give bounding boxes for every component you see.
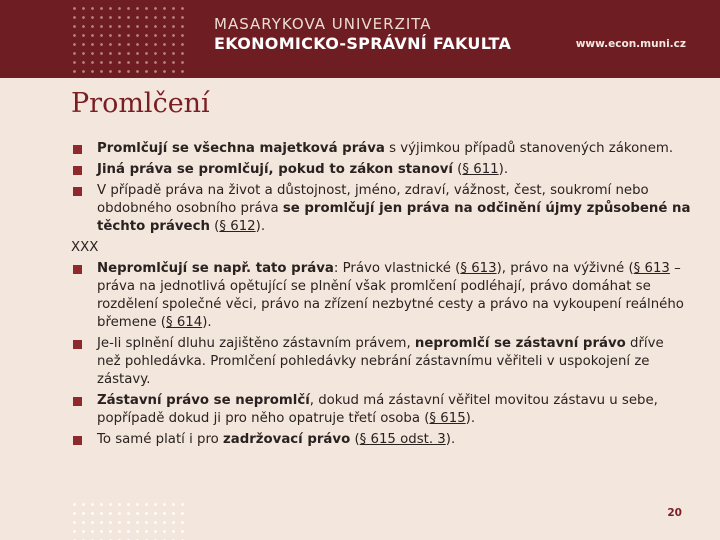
logo-dot-pattern <box>70 4 188 76</box>
text-run: Zástavní právo se nepromlčí <box>97 393 310 408</box>
law-reference-link[interactable]: § 615 odst. 3 <box>359 432 446 447</box>
text-run: se promlčují jen práva na odčinění újmy způsobené na těchto právech <box>97 201 691 234</box>
text-run: zadržovací právo <box>222 432 351 447</box>
text-run: s výjimkou případů stanovených zákonem. <box>384 141 674 156</box>
square-bullet-icon <box>73 145 82 154</box>
text-run: Promlčují se všechna majetková práva <box>97 141 385 156</box>
square-bullet-icon <box>73 187 82 196</box>
text-run: nepromlčí se zástavní právo <box>414 336 626 351</box>
law-reference-link[interactable]: § 612 <box>219 219 256 234</box>
text-run: ( <box>209 219 220 234</box>
text-run: ). <box>498 162 509 177</box>
slide-title: Promlčení <box>71 88 210 119</box>
text-run: ). <box>255 219 266 234</box>
text-run: V případě práva na život a důstojnost, jméno, zdraví, vážnost, čest, soukromí nebo obdobného osobního práva <box>97 183 649 216</box>
law-reference-link[interactable]: § 613 <box>633 261 670 276</box>
text-run: XXX <box>71 240 99 255</box>
text-run: Nepromlčují se např. tato práva <box>97 261 334 276</box>
list-item <box>71 140 691 158</box>
list-item <box>71 260 691 332</box>
square-bullet-icon <box>73 436 82 445</box>
text-run: ), právo na výživné ( <box>496 261 634 276</box>
faculty-name: EKONOMICKO-SPRÁVNÍ FAKULTA <box>214 34 512 53</box>
square-bullet-icon <box>73 166 82 175</box>
law-reference-link[interactable]: § 614 <box>165 315 203 330</box>
text-run: ). <box>445 432 456 447</box>
text-run: dříve než pohledávka. Promlčení pohledávky nebrání zástavnímu věřiteli v uspokojení ze zástavy. <box>97 336 664 387</box>
text-run: , dokud má zástavní věřitel movitou zástavu u sebe, popřípadě dokud ji pro něho opatruje třetí osoba ( <box>97 393 658 426</box>
faculty-url: www.econ.muni.cz <box>575 38 686 50</box>
text-run: ( <box>452 162 463 177</box>
list-item <box>71 431 691 449</box>
law-reference-link[interactable]: § 613 <box>460 261 497 276</box>
page-number: 20 <box>667 507 682 519</box>
text-run: – práva na jednotlivá opětující se plnění však promlčení podléhají, právo domáhat se rozdělení společné věci, právo na zřízení nezbytné cesty a právo na vykoupení reálného břemene ( <box>97 261 684 330</box>
list-item <box>71 161 691 179</box>
list-item <box>71 182 691 236</box>
text-run: : Právo vlastnické ( <box>333 261 461 276</box>
slide-header <box>0 0 720 78</box>
text-run: ). <box>202 315 212 330</box>
list-item <box>71 392 691 428</box>
text-run: To samé platí i pro <box>97 432 223 447</box>
slide-content <box>71 140 691 452</box>
square-bullet-icon <box>73 265 82 274</box>
square-bullet-icon <box>73 340 82 349</box>
list-item <box>71 335 691 389</box>
text-run: Jiná práva se promlčují, pokud to zákon stanoví <box>97 162 453 177</box>
footer-dot-pattern <box>70 500 188 540</box>
text-run: Je-li splnění dluhu zajištěno zástavním právem, <box>97 336 415 351</box>
law-reference-link[interactable]: § 615 <box>429 411 466 426</box>
text-run: ). <box>465 411 476 426</box>
square-bullet-icon <box>73 397 82 406</box>
plain-text-line <box>71 239 691 257</box>
law-reference-link[interactable]: § 611 <box>462 162 499 177</box>
university-name: MASARYKOVA UNIVERZITA <box>214 15 432 33</box>
text-run: ( <box>350 432 360 447</box>
